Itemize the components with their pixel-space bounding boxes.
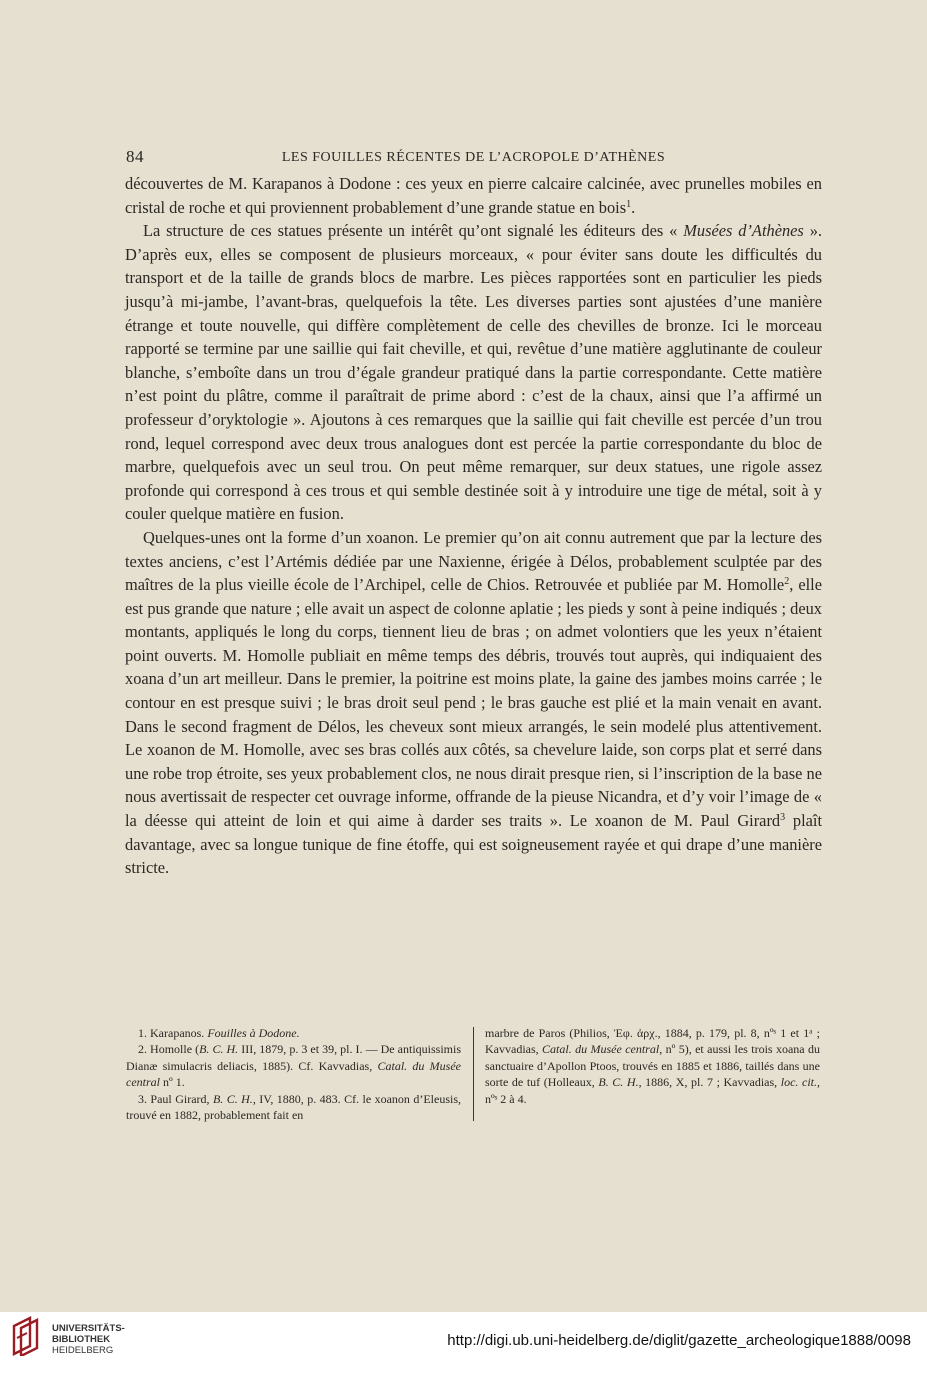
paragraph-3: Quelques-unes ont la forme d’un xoanon. Le premier qu’on ait connu autrement que par la lecture des textes anciens, c’est l’Artémis dédiée par une Naxienne, érigée à Délos, probablement sculptée par des maîtres de la plus vieille école de l’Archipel, celle de Chios. Retrouvée et publiée par M. Homolle$^2$, elle est pus grande que nature ; elle avait un aspect de colonne aplatie ; les pieds y sont à peine indiqués ; deux montants, appliqués le long du corps, tiennent lieu de bras ; on admet volontiers que les yeux n’étaient point ouverts. M. Homolle publiait en même temps des débris, trouvés tout auprès, qui indiquaient des xoana d’un art meilleur. Dans le premier, la poitrine est moins plate, la gaine des jambes moins carrée ; le contour en est presque suivi ; le bras droit seul pend ; le bras gauche est plié et la main venait en avant. Dans le second fragment de Délos, les cheveux sont mieux arrangés, le sein modelé plus attentivement. Le xoanon de M. Homolle, avec ses bras collés aux côtés, sa chevelure laide, son corps plat et serré dans une robe trop étroite, ses yeux probablement clos, ne nous dirait presque rien, si l’inscription de la base ne nous avertissait de respecter cet ouvrage informe, offrande de la pieuse Nicandra, et d’y voir l’image de « la déesse qui atteint de loin et qui aime à darder ses traits ». Le xoanon de M. Paul Girard$^3$ plaît davantage, avec sa longue tunique de fine étoffe, qui est soigneusement rayée et qui drape d’une manière stricte. — [125, 527, 823, 878]
page-number: 84 — [126, 147, 144, 166]
footnote-ref-1: 1 — [626, 198, 632, 210]
column-divider — [473, 1027, 474, 1121]
footnote-1: 1. Karapanos. Fouilles à Dodone. — [138, 1026, 300, 1040]
footnote-3-continued: marbre de Paros (Philios, Ἐφ. ἀρχ., 1884, p. 179, pl. 8, nºˢ 1 et 1ᵃ ; Kavvadias, Catal. du Musée central, nº 5), et aussi les trois xoana du sanctuaire d’Apollon Ptoos, trouvés en 1885 et 1886, taillés dans une sorte de tuf (Holleaux, B. C. H., 1886, X, pl. 7 ; Kavvadias, loc. cit., nºˢ 2 à 4. — [485, 1026, 821, 1106]
main-text — [125, 172, 822, 880]
footnote-ref-2: 2 — [784, 576, 790, 588]
library-name: UNIVERSITÄTS- BIBLIOTHEK HEIDELBERG — [52, 1323, 125, 1356]
paragraph-2: La structure de ces statues présente un intérêt qu’ont signalé les éditeurs des « Musées d’Athènes ». D’après eux, elles se composent de plusieurs morceaux, « pour éviter sans doute les difficultés du transport et de la taille de grands blocs de marbre. Les pièces rapportées sont en particulier les pieds jusqu’à mi-jambe, l’avant-bras, quelquefois la tête. Les diverses parties sont ajustées d’une manière étrange et toute nouvelle, qui diffère complètement de celle des chevilles de bronze. Ici le morceau rapporté se termine par une saillie qui fait cheville, et qui, revêtue d’une matière agglutinante de couleur blanche, s’emboîte dans un trou d’égale grandeur pratiqué dans la partie correspondante. Cette matière n’est point du plâtre, comme il paraîtrait de prime abord : c’est de la chaux, ainsi que l’a affirmé un professeur d’oryktologie ». Ajoutons à ces remarques que la saillie qui fait cheville est percée d’un trou rond, lequel correspond avec deux trous analogues dont est percée la partie correspondante du bloc de marbre, quelquefois avec un seul trou. On peut même remarquer, sur deux statues, une rigole assez profonde qui correspond à ces trous et qui semble destinée soit à y introduire une tige de métal, soit à y couler quelque matière en fusion. — [125, 221, 823, 524]
footnote-ref-3: 3 — [780, 812, 786, 824]
footnotes-left-column — [126, 1025, 461, 1123]
paragraph-1: découvertes de M. Karapanos à Dodone : ces yeux en pierre calcaire calcinée, avec prunelles mobiles en cristal de roche et qui proviennent probablement d’une grande statue en bois$^1$. — [125, 174, 822, 217]
footnote-3: 3. Paul Girard, B. C. H., IV, 1880, p. 483. Cf. le xoanon d’Eleusis, trouvé en 1882, probablement fait en — [126, 1091, 462, 1123]
library-logo-icon — [10, 1316, 46, 1356]
footnote-2: 2. Homolle (B. C. H. III, 1879, p. 3 et 39, pl. I. — De antiquissimis Dianæ simulacris deliacis, 1885). Cf. Kavvadias, Catal. du Musée central nº 1. — [126, 1042, 462, 1090]
footnotes-right-column — [485, 1025, 820, 1107]
footnotes — [126, 1025, 822, 1125]
running-title: LES FOUILLES RÉCENTES DE L’ACROPOLE D’ATHÈNES — [281, 150, 666, 165]
running-header — [126, 147, 821, 169]
source-url-link[interactable]: http://digi.ub.uni-heidelberg.de/diglit/gazette_archeologique1888/0098 — [447, 1332, 911, 1349]
